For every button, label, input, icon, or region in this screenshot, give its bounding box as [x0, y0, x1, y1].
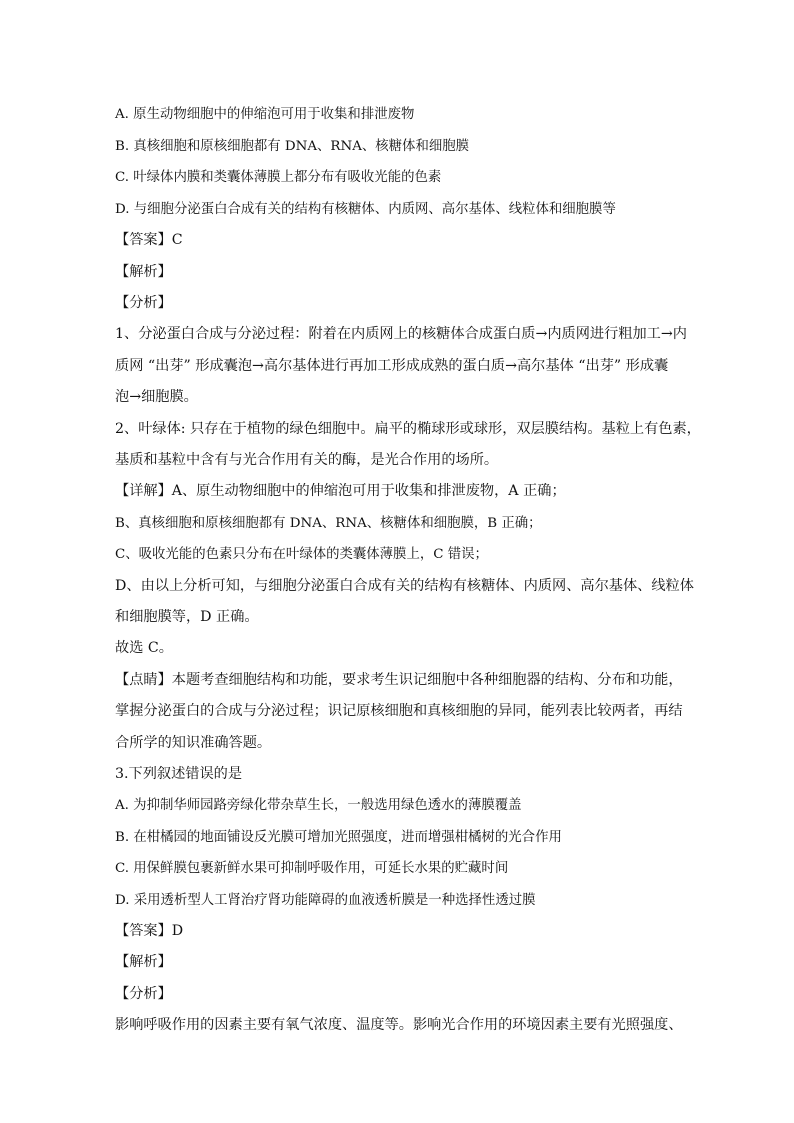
q2-fenxi-heading: 【分析】 [115, 295, 172, 311]
q2-jiexi-heading: 【解析】 [115, 264, 172, 280]
q2-analysis-line: 泡→细胞膜。 [115, 389, 198, 405]
q2-option-a: A. 原生动物细胞中的伸缩泡可用于收集和排泄废物 [115, 107, 415, 122]
q3-option-a: A. 为抑制华师园路旁绿化带杂草生长，一般选用绿色透水的薄膜覆盖 [115, 798, 522, 813]
q2-analysis-line: 2、叶绿体: 只存在于植物的绿色细胞中。扁平的椭球形或球形，双层膜结构。基粒上有色素， [115, 421, 701, 437]
q3-fenxi-heading: 【分析】 [115, 986, 172, 1002]
q2-option-b: B. 真核细胞和原核细胞都有 DNA、RNA、核糖体和细胞膜 [115, 139, 470, 154]
q2-detail-line: 故选 C。 [115, 640, 173, 656]
q3-option-b: B. 在柑橘园的地面铺设反光膜可增加光照强度，进而增强柑橘树的光合作用 [115, 830, 562, 845]
q2-analysis-line: 质网 “出芽” 形成囊泡→高尔基体进行再加工形成成熟的蛋白质→高尔基体 “出芽” 形成囊 [115, 358, 669, 374]
q2-detail-line: B、真核细胞和原核细胞都有 DNA、RNA、核糖体和细胞膜，B 正确； [115, 516, 542, 531]
q3-option-c: C. 用保鲜膜包裹新鲜水果可抑制呼吸作用，可延长水果的贮藏时间 [115, 861, 509, 876]
q2-analysis-line: 1、分泌蛋白合成与分泌过程：附着在内质网上的核糖体合成蛋白质→内质网进行粗加工→内 [115, 326, 687, 342]
q2-detail-line: C、吸收光能的色素只分布在叶绿体的类囊体薄膜上，C 错误； [115, 547, 488, 562]
q2-analysis-line: 基质和基粒中含有与光合作用有关的酶，是光合作用的场所。 [115, 452, 499, 468]
q3-jiexi-heading: 【解析】 [115, 954, 172, 970]
q3-answer: 【答案】D [115, 923, 184, 939]
q2-detail-line: 【详解】A、原生动物细胞中的伸缩泡可用于收集和排泄废物，A 正确； [115, 483, 566, 499]
q2-comment-line: 掌握分泌蛋白的合成与分泌过程；识记原核细胞和真核细胞的异同，能列表比较两者，再结 [115, 703, 683, 719]
q2-answer: 【答案】C [115, 232, 183, 248]
q3-stem: 3.下列叙述错误的是 [115, 766, 243, 782]
q2-option-c: C. 叶绿体内膜和类囊体薄膜上都分布有吸收光能的色素 [115, 170, 442, 185]
q2-detail-line: D、由以上分析可知，与细胞分泌蛋白合成有关的结构有核糖体、内质网、高尔基体、线粒体 [115, 578, 694, 594]
q2-comment-line: 合所学的知识准确答题。 [115, 735, 272, 751]
q2-detail-line: 和细胞膜等，D 正确。 [115, 609, 259, 625]
q2-comment-line: 【点睛】本题考查细胞结构和功能，要求考生识记细胞中各种细胞器的结构、分布和功能， [115, 672, 683, 688]
q3-option-d: D. 采用透析型人工肾治疗肾功能障碍的血液透析膜是一种选择性透过膜 [115, 893, 536, 908]
q2-option-d: D. 与细胞分泌蛋白合成有关的结构有核糖体、内质网、高尔基体、线粒体和细胞膜等 [115, 202, 616, 217]
q3-analysis-line: 影响呼吸作用的因素主要有氧气浓度、温度等。影响光合作用的环境因素主要有光照强度、 [115, 1017, 683, 1033]
